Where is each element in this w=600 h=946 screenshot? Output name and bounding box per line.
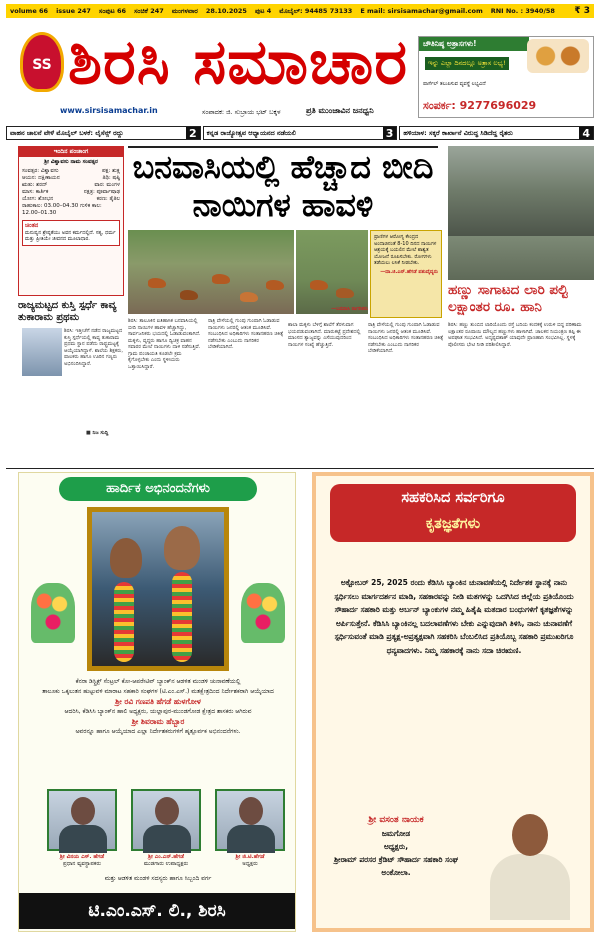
ad-badge: ಇನ್ನು ಎಲ್ಲಾ ದಿನದಲ್ಲೂ ಅತ್ರಾಸ ಲಭ್ಯ! <box>425 57 509 70</box>
congrats-line2: ತಾಲೂಕು ಒಕ್ಕಲುತನ ಹುಟ್ಟುವಳಿ ಮಾರಾಟ ಸಹಕಾರಿ ಸಂಘಗಳ (ಟಿ.ಎಂ.ಎಸ್.) ಮತಕ್ಷೇತ್ರದಿಂದ ನಿರ್ದೇಶಕರಾಗಿ ಆಯ್ಕೆಯಾದ <box>42 688 274 695</box>
dog-figure <box>336 288 354 298</box>
org-name-bar: ಟಿ.ಎಂ.ಎಸ್. ಲಿ., ಶಿರಸಿ <box>19 893 295 929</box>
sweets-advertisement <box>418 36 594 118</box>
news-index-page: 4 <box>579 127 593 139</box>
day: ಮಂಗಳವಾರ <box>171 6 198 15</box>
thought-title: ಚಿಂತನ <box>25 222 39 229</box>
panchanga-row <box>19 182 123 189</box>
dog-figure <box>212 274 230 284</box>
rahukala: ರಾಹುಕಾಲ: 03.00–04.30 ಗುಳಿಕ ಕಾಲ: 12.00–01.30 <box>22 203 102 216</box>
date: 28.10.2025 <box>205 7 247 15</box>
masthead <box>6 20 594 120</box>
signatory-name: ಶ್ರೀ ವಸಂತ ನಾಯಕ <box>368 815 424 825</box>
main-story-col2: ರಾತ್ರಿ ವೇಳೆಯಲ್ಲಿ ಗುಂಪು ಗುಂಪಾಗಿ ಓಡಾಡುವ ನಾಯಿಗಳು ಜನರಲ್ಲಿ ಆತಂಕ ಮೂಡಿಸಿವೆ. ಸಂಬಂಧಿಸಿದ ಅಧಿಕಾರಿಗಳು ಸಂತಾನಹರಣ ಚಿಕಿತ್ಸೆ ನಡೆಸಬೇಕು ಎಂಬುದು ನಾಗರಿಕರ ಬೇಡಿಕೆಯಾಗಿದೆ. <box>208 318 284 350</box>
sweets-image <box>527 39 589 73</box>
person-figure <box>164 526 200 570</box>
signatory-head <box>512 814 548 856</box>
newspaper-title: ಶಿರಸಿ ಸಮಾಚಾರ <box>68 25 409 98</box>
honoree-name-1: ಶ್ರೀ ರವಿ ಗಣಪತಿ ಹೆಗಡೆ ಹುಳಗೋಳ <box>115 697 201 706</box>
panchanga-cell: ತಿಥಿ: ಷಷ್ಠಿ <box>102 175 120 181</box>
portrait-name: ಶ್ರೀ ಎಂ.ಎನ್.ಹೆಗಡೆ <box>147 854 184 860</box>
news-index-item[interactable] <box>399 126 594 140</box>
truck-accident-photo <box>448 146 594 236</box>
newspaper-logo-icon: SS <box>20 32 64 92</box>
congrats-banner: ಹಾರ್ದಿಕ ಅಭಿನಂದನೆಗಳು <box>59 477 257 501</box>
wrestling-credit: ■ ನಿಜ ಸುದ್ದಿ <box>86 430 109 436</box>
ad-phone: ಸಂಪರ್ಕ: 9277696029 <box>423 99 537 112</box>
panchanga-row <box>19 196 123 203</box>
portrait-name: ಶ್ರೀ ಜಿ.ಟಿ.ಹೆಗಡೆ <box>235 854 265 860</box>
panchanga-cell: ಪಕ್ಷ: ಶುಕ್ಲ <box>101 168 120 174</box>
panchanga-cell: ಮಾಸ: ಕಾರ್ತಿಕ <box>22 189 49 195</box>
portrait-head <box>155 797 179 825</box>
portrait-head <box>239 797 263 825</box>
panchanga-heading: ಇಂದಿನ ಪಂಚಾಂಗ <box>19 147 123 157</box>
panchanga-cell: ನಕ್ಷತ್ರ: ಪೂರ್ವಾಷಾಢ <box>83 189 120 195</box>
portrait-role: ಪ್ರಧಾನ ವ್ಯವಸ್ಥಾಪಕರು <box>63 861 101 867</box>
garland-icon <box>172 572 192 662</box>
news-index-item[interactable] <box>6 126 201 140</box>
thanks-heading-line2: ಕೃತಜ್ಞತೆಗಳು <box>425 516 481 532</box>
portrait-role: ಅಧ್ಯಕ್ಷರು <box>242 861 258 867</box>
panchanga-row <box>19 168 123 175</box>
person-figure <box>110 538 142 578</box>
vet-quote-box <box>370 230 442 318</box>
rni: RNI No. : 3940/58 <box>490 7 555 15</box>
flower-bouquet-icon <box>31 583 75 643</box>
thought-box <box>22 220 120 246</box>
photo-credit: —ಬನವಾಸಿ ನಾಗರಿಕರು <box>331 306 368 312</box>
issue: issue 247 <box>56 7 91 15</box>
signatory-photo <box>484 810 576 920</box>
main-headline: ಬನವಾಸಿಯಲ್ಲಿ ಹೆಚ್ಚಾದ ಬೀದಿ ನಾಯಿಗಳ ಹಾವಳಿ <box>128 146 438 226</box>
dog-figure <box>180 290 198 300</box>
truck-accident-photo-2 <box>448 236 594 280</box>
sanchike: ಸಂಚಿಕೆ 247 <box>134 6 164 15</box>
dog-figure <box>266 280 284 290</box>
portrait-photo <box>47 789 117 851</box>
portrait-caption <box>129 854 203 868</box>
news-index-text: ವಾಹನ ಚಾಲನೆ ವೇಳೆ ಮೊಬೈಲ್ ಬಳಕೆ: ಲೈಸೆನ್ಸ್ ರದ್ದು <box>10 128 124 137</box>
thanks-heading <box>330 484 576 542</box>
portrait-caption <box>213 854 287 868</box>
top-info-bar <box>6 4 594 18</box>
honoree-name-2: ಶ್ರೀ ಶಿವರಾಮ ಹೆಬ್ಬಾರ <box>131 717 185 726</box>
flower-bouquet-icon <box>241 583 285 643</box>
email: E mail: sirsisamachar@gmail.com <box>360 7 483 15</box>
street-dogs-photo-2 <box>296 230 368 314</box>
portrait-body <box>143 825 191 853</box>
tagline: ಪ್ರತಿ ಮುಂಜಾವಿನ ಜನಧ್ವನಿ <box>306 106 374 115</box>
mobile: ಮೊಬೈಲ್: 94485 73133 <box>279 6 353 15</box>
news-index-strip <box>6 126 594 140</box>
thanks-advertisement <box>312 472 594 932</box>
garland-icon <box>114 582 134 662</box>
volume: volume 66 <box>10 7 49 15</box>
truck-headline: ಹಣ್ಣು ಸಾಗಾಟದ ಲಾರಿ ಪಲ್ಟಿ ಲಕ್ಷಾಂತರ ರೂ. ಹಾನಿ <box>448 282 568 315</box>
panchanga-row <box>19 189 123 196</box>
news-index-page: 3 <box>383 127 397 139</box>
panchanga-cell: ಸಂವತ್ಸರ: ವಿಶ್ವಾವಸು <box>22 168 59 174</box>
website-link[interactable]: www.sirsisamachar.in <box>60 106 158 115</box>
congrats-line4: ಅವರನ್ನೂ ಹಾಗೂ ಆಯ್ಕೆಯಾದ ಎಲ್ಲಾ ನಿರ್ದೇಶಕರುಗಳಿಗೆ ಹೃತ್ಪೂರ್ವಕ ಅಭಿನಂದನೆಗಳು. <box>75 728 241 735</box>
congrats-line1: ಕೆನರಾ ಡಿಸ್ಟ್ರಿಕ್ಟ್ ಸೆಂಟ್ರಲ್ ಕೋ-ಆಪರೇಟಿವ್ ಬ್ಯಾಂಕ್‌ನ ಆಡಳಿತ ಮಂಡಳಿ ಚುನಾವಣೆಯಲ್ಲಿ <box>75 678 241 685</box>
news-index-item[interactable] <box>203 126 398 140</box>
section-divider <box>6 468 594 469</box>
panchanga-cell: ಆಯನ: ದಕ್ಷಿಣಾಯನ <box>22 175 60 181</box>
vet-quote-text: ಪ್ರಾಣಿಗಳ ಆರೋಗ್ಯ ಕೇಂದ್ರದ ಅಂದಾಜಿನಂತೆ 8-10 ದಿನದ ನಾಯಿಗಳ ಆಶ್ರಯಕ್ಕೆ ಬಯಲಿನ ಮೇಲೆ ಶಾಶ್ವತ ಯೋಜನೆ ರೂಪಿಸಬೇಕು. ರೋಗಗಳು ತಡೆಯಲು ಲಸಿಕೆ ನೀಡಬೇಕು. <box>374 234 437 266</box>
wrestler-photo <box>22 328 62 376</box>
truck-story-text: ಶಿರಸಿ: ಹಣ್ಣು ತುಂಬಿದ ಲಾರಿಯೊಂದು ರಸ್ತೆ ಬದಿಯ ಕಂದಕಕ್ಕೆ ಉರುಳಿ ಬಿದ್ದ ಪರಿಣಾಮ ಲಕ್ಷಾಂತರ ರೂಪಾಯಿ ಮೌಲ್ಯದ ಹಣ್ಣುಗಳು ಹಾಳಾಗಿವೆ. ಚಾಲಕನ ನಿಯಂತ್ರಣ ತಪ್ಪಿ ಈ ಅಪಘಾತ ಸಂಭವಿಸಿದೆ. ಅದೃಷ್ಟವಶಾತ್ ಯಾವುದೇ ಪ್ರಾಣಹಾನಿ ಸಂಭವಿಸಿಲ್ಲ. ಸ್ಥಳಕ್ಕೆ ಪೊಲೀಸರು ಭೇಟಿ ನೀಡಿ ಪರಿಶೀಲಿಸಿದ್ದಾರೆ. <box>448 322 582 348</box>
signatory-org: ಶ್ರೀರಾಮ್ ಪರಸರ ಕ್ರೆಡಿಟ್ ಸೌಹಾರ್ದ ಸಹಕಾರಿ ಸಂಘ ಅಂಕೋಲಾ. <box>333 855 459 877</box>
main-story-col1: ಶಿರಸಿ: ತಾಲೂಕಿನ ಐತಿಹಾಸಿಕ ಬನವಾಸಿಯಲ್ಲಿ ಬೀದಿ ನಾಯಿಗಳ ಹಾವಳಿ ಹೆಚ್ಚಾಗಿದ್ದು, ಸಾರ್ವಜನಿಕರು ಭಯದಲ್ಲಿ ಓಡಾಡುವಂತಾಗಿದೆ. ಮಕ್ಕಳು, ವೃದ್ಧರು ಹಾಗೂ ದ್ವಿಚಕ್ರ ವಾಹನ ಸವಾರರ ಮೇಲೆ ನಾಯಿಗಳು ದಾಳಿ ನಡೆಸುತ್ತಿವೆ. ಗ್ರಾಮ ಪಂಚಾಯತಿ ಕೂಡಲೇ ಕ್ರಮ ಕೈಗೊಳ್ಳಬೇಕು ಎಂದು ಸ್ಥಳೀಯರು ಒತ್ತಾಯಿಸಿದ್ದಾರೆ. <box>128 318 201 370</box>
pages: ಪುಟ 4 <box>254 6 272 15</box>
panchanga-cell: ಋತು: ಶರದ್ <box>22 182 48 188</box>
congrats-text <box>27 677 289 737</box>
news-index-page: 2 <box>186 127 200 139</box>
dog-figure <box>310 280 328 290</box>
main-story-col3: ಶಾಲಾ ಮಕ್ಕಳು ಬೆಳಿಗ್ಗೆ ಶಾಲೆಗೆ ತೆರಳುವಾಗ ಭಯಪಡುವಂತಾಗಿದೆ. ಮಾರುಕಟ್ಟೆ ಪ್ರದೇಶದಲ್ಲಿ ಮಾಂಸದ ತ್ಯಾಜ್ಯವನ್ನು ಎಸೆಯುವುದರಿಂದ ನಾಯಿಗಳ ಸಂಖ್ಯೆ ಹೆಚ್ಚುತ್ತಿದೆ. <box>288 322 361 348</box>
congrats-line3: ಆದರಿಸಿ, ಕೆಡಿಸಿಸಿ ಬ್ಯಾಂಕ್‌ನ ಹಾಲಿ ಅಧ್ಯಕ್ಷರು, ಯಲ್ಲಾಪುರ-ಮುಂಡಗೋಡ ಕ್ಷೇತ್ರದ ಶಾಸಕರು ಆಗಿರುವ <box>64 708 252 715</box>
panchanga-cell: ವಾರ: ಮಂಗಳ <box>94 182 120 188</box>
thought-text: ಮನುಷ್ಯನ ಶ್ರೇಷ್ಠತೆಯು ಅವನ ಕರ್ಮದಲ್ಲಿದೆ. ಸತ್ಯ, ಧರ್ಮ ಮತ್ತು ಪ್ರೀತಿಯೇ ಜೀವನದ ಮೂಲಾಧಾರ. <box>25 229 116 242</box>
vet-signature: —ದಾ.ಜಿ.ಎನ್.ಹೆಗಡೆ ಪಶುವೈದ್ಯರು <box>380 268 438 275</box>
wrestling-headline: ರಾಜ್ಯಮಟ್ಟದ ಕುಸ್ತಿ ಸ್ಪರ್ಧೆ ಕಾವ್ಯ ತುಕಾರಾಮ ಪ್ರಥಮ <box>18 300 117 323</box>
portrait-caption <box>45 854 119 868</box>
portrait-photo <box>215 789 285 851</box>
signatory-place: ಜಮಗೋಡ <box>381 829 411 838</box>
congrats-footer-line: ಮತ್ತು ಆಡಳಿತ ಮಂಡಳಿ ಸದಸ್ಯರು ಹಾಗೂ ಸಿಬ್ಬಂದಿ ವರ್ಗ <box>104 875 212 882</box>
panchanga-sub: ಶ್ರೀ ವಿಶ್ವಾವಸು ನಾಮ ಸಂವತ್ಸರ <box>44 159 98 165</box>
portrait-name: ಶ್ರೀ ವಿನಯ ಎಸ್. ಹೆಗಡೆ <box>59 854 105 860</box>
news-index-text: ಕನ್ನಡ ರಾಜ್ಯೋತ್ಸವ ಆಧ್ಯಾಯನದ ನಡೆಯಲಿ <box>206 128 296 137</box>
ad-heading: ಚೌತಿನಿಷ್ಠ ಅತ್ರಾಸಗಳು! <box>419 37 529 51</box>
congratulations-advertisement <box>18 472 296 932</box>
portrait-head <box>71 797 95 825</box>
thanks-heading-line1: ಸಹಕರಿಸಿದ ಸರ್ವರಿಗೂ <box>401 490 505 506</box>
signatory-body <box>490 854 570 920</box>
dog-figure <box>148 278 166 288</box>
ad-description: ಪಾರ್ಸೆಲ್ ತಲುಪಿಸುವ ವ್ಯವಸ್ಥೆ ಲಭ್ಯವಿದೆ <box>423 81 486 87</box>
portrait-body <box>59 825 107 853</box>
samputa: ಸಂಪುಟ 66 <box>98 6 127 15</box>
thanks-body: ಅಕ್ಟೋಬರ್ 25, 2025 ರಂದು ಕೆಡಿಸಿಸಿ ಬ್ಯಾಂಕಿನ ಚುನಾವಣೆಯಲ್ಲಿ ನಿರ್ದೇಶಕ ಸ್ಥಾನಕ್ಕೆ ನಾನು ಸ್ಪರ್ಧಿಸಲು ಮಾರ್ಗದರ್ಶನ ಮಾಡಿ, ಸಹಕಾರವನ್ನು ನೀಡಿ ಮತಗಳನ್ನು ಒದಗಿಸಿದ ಜಿಲ್ಲೆಯ ಪ್ರತಿಯೊಂದು ಸೌಹಾರ್ದ ಸಹಕಾರಿ ಮತ್ತು ಅರ್ಬನ್ ಬ್ಯಾಂಕುಗಳ ನಮ್ಮ ಹಿತೈಷಿ ಮತದಾರ ಬಂಧುಗಳಿಗೆ ಕೃತಜ್ಞತೆಗಳನ್ನು ಅರ್ಪಿಸುತ್ತೇನೆ. ಕೆಡಿಸಿಸಿ ಬ್ಯಾಂಕಿನಲ್ಲ ಬದಲಾವಣೆಗಳು ಬೇಕು ಎನ್ನುವುದಾಗಿ ತಿಳಿಸಿ, ನಾನು ಚುನಾವಣೆಗೆ ಸ್ಪರ್ಧಿಸುವಂತೆ ಮಾಡಿ ಪ್ರತ್ಯಕ್ಷ-ಅಪ್ರತ್ಯಕ್ಷವಾಗಿ ಸಹಕರಿಸಿ ಬೆಂಬಲಿಸಿದ ಪ್ರತಿಯೊಬ್ಬ ಸಹಕಾರಿ ಪ್ರಮುಖರಿಗೂ ಧನ್ಯವಾದಗಳು. ನಿಮ್ಮ ಸಹಕಾರಕ್ಕೆ ನಾನು ಸದಾ ಚಿರಋಣಿ. <box>334 578 574 655</box>
main-story-col4: ರಾತ್ರಿ ವೇಳೆಯಲ್ಲಿ ಗುಂಪು ಗುಂಪಾಗಿ ಓಡಾಡುವ ನಾಯಿಗಳು ಜನರಲ್ಲಿ ಆತಂಕ ಮೂಡಿಸಿವೆ. ಸಂಬಂಧಿಸಿದ ಅಧಿಕಾರಿಗಳು ಸಂತಾನಹರಣ ಚಿಕಿತ್ಸೆ ನಡೆಸಬೇಕು ಎಂಬುದು ನಾಗರಿಕರ ಬೇಡಿಕೆಯಾಗಿದೆ. <box>368 322 444 354</box>
honorees-photo <box>87 507 229 671</box>
panchanga-cell: ಯೋಗ: ಶೋಭನ <box>22 196 54 202</box>
street-dogs-photo <box>128 230 294 314</box>
thanks-signature <box>326 814 466 879</box>
panchanga-cell: ಕರಣ: ತೈತಿಲ <box>96 196 120 202</box>
panchanga-row <box>19 175 123 182</box>
signatory-role: ಅಧ್ಯಕ್ಷರು, <box>383 842 409 851</box>
portrait-body <box>227 825 275 853</box>
price: ₹ 3 <box>574 6 590 16</box>
portrait-role: ಮುಡಗಾರು ಉಪಾಧ್ಯಕ್ಷರು <box>143 861 189 867</box>
portrait-photo <box>131 789 201 851</box>
editor-line: ಸಂಪಾದಕ: ಜಿ. ಸುಬ್ರಾಯ ಭಟ್ ಬಕ್ಕಳ <box>202 108 281 116</box>
panchanga-box <box>18 146 124 296</box>
wrestling-story-text: ಶಿರಸಿ: ಇತ್ತೀಚೆಗೆ ನಡೆದ ರಾಜ್ಯಮಟ್ಟದ ಕುಸ್ತಿ ಸ್ಪರ್ಧೆಯಲ್ಲಿ ಕಾವ್ಯ ತುಕಾರಾಮ ಪ್ರಥಮ ಸ್ಥಾನ ಪಡೆದು ರಾಷ್ಟ್ರಮಟ್ಟಕ್ಕೆ ಆಯ್ಕೆಯಾಗಿದ್ದಾಳೆ. ಶಾಲೆಯ ಶಿಕ್ಷಕರು, ಪಾಲಕರು ಹಾಗೂ ಊರಿನ ಗಣ್ಯರು ಅಭಿನಂದಿಸಿದ್ದಾರೆ. <box>64 328 123 367</box>
news-index-text: ಹಳಿಯಾಳ: ಸಕ್ಕರೆ ಕಾರ್ಖಾನೆ ವಿರುದ್ಧ ಸಿಡಿದೆದ್ದ ರೈತರು <box>403 128 513 137</box>
dog-figure <box>240 292 258 302</box>
